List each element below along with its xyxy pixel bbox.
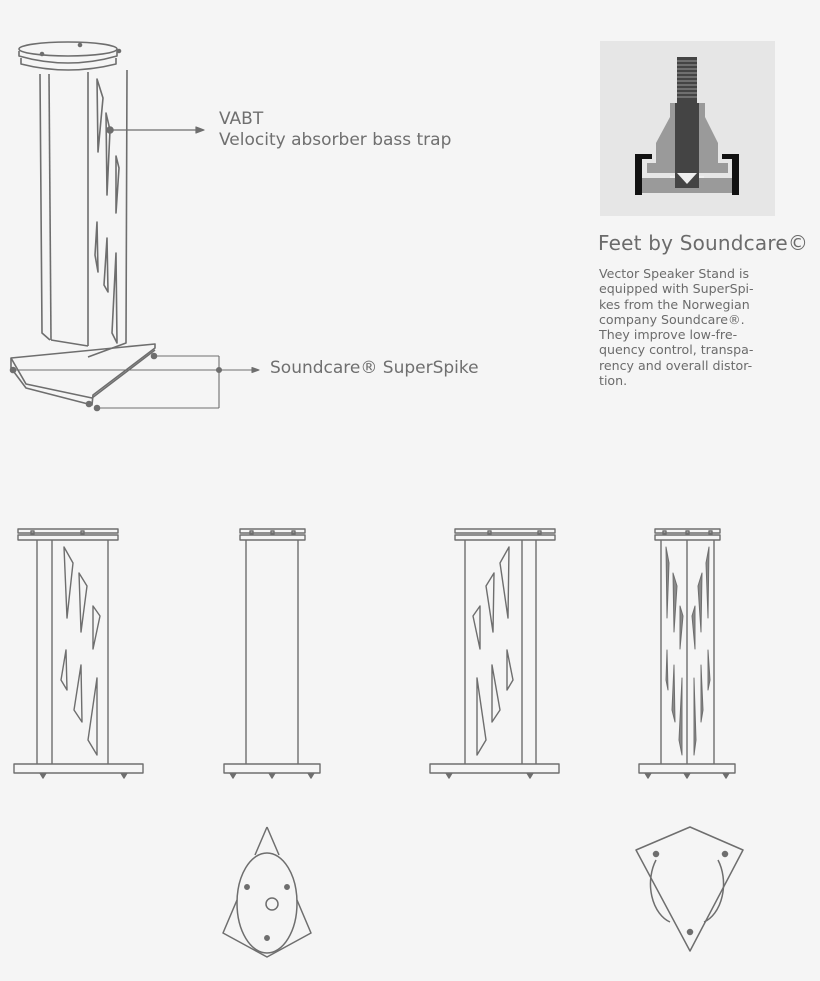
feet-description-line: company Soundcare®. [599, 311, 745, 327]
feet-description-line: tion. [599, 373, 628, 389]
speaker-stand-perspective-icon [11, 42, 157, 411]
speaker-stand-rear-icon [639, 529, 735, 778]
feet-description-line: equipped with SuperSpi- [599, 281, 754, 297]
feet-description-line: kes from the Norwegian [599, 296, 750, 312]
vabt-callout [219, 109, 451, 151]
feet-title: Feet by Soundcare© [598, 231, 809, 255]
spike-callout [270, 358, 479, 379]
speaker-stand-front-icon [430, 529, 559, 778]
spike-image-panel [600, 41, 775, 216]
speaker-stand-side-icon [14, 529, 143, 778]
speaker-stand-side-plain-icon [224, 529, 320, 778]
feet-description-line: Vector Speaker Stand is [599, 266, 750, 281]
feet-description-line: quency control, transpa- [599, 342, 754, 358]
feet-description-line: They improve low-fre- [599, 327, 738, 343]
feet-description-line: rency and overall distor- [599, 357, 753, 373]
vabt-callout-arrow [110, 127, 204, 133]
speaker-stand-bottom-icon [636, 827, 743, 951]
vabt-title: VABT [219, 109, 264, 129]
vabt-subtitle: Velocity absorber bass trap [219, 130, 452, 150]
spike-cross-section-icon [600, 41, 775, 216]
spike-label: Soundcare® SuperSpike [270, 358, 479, 378]
speaker-stand-top-icon [223, 827, 311, 957]
feet-description [599, 266, 799, 388]
